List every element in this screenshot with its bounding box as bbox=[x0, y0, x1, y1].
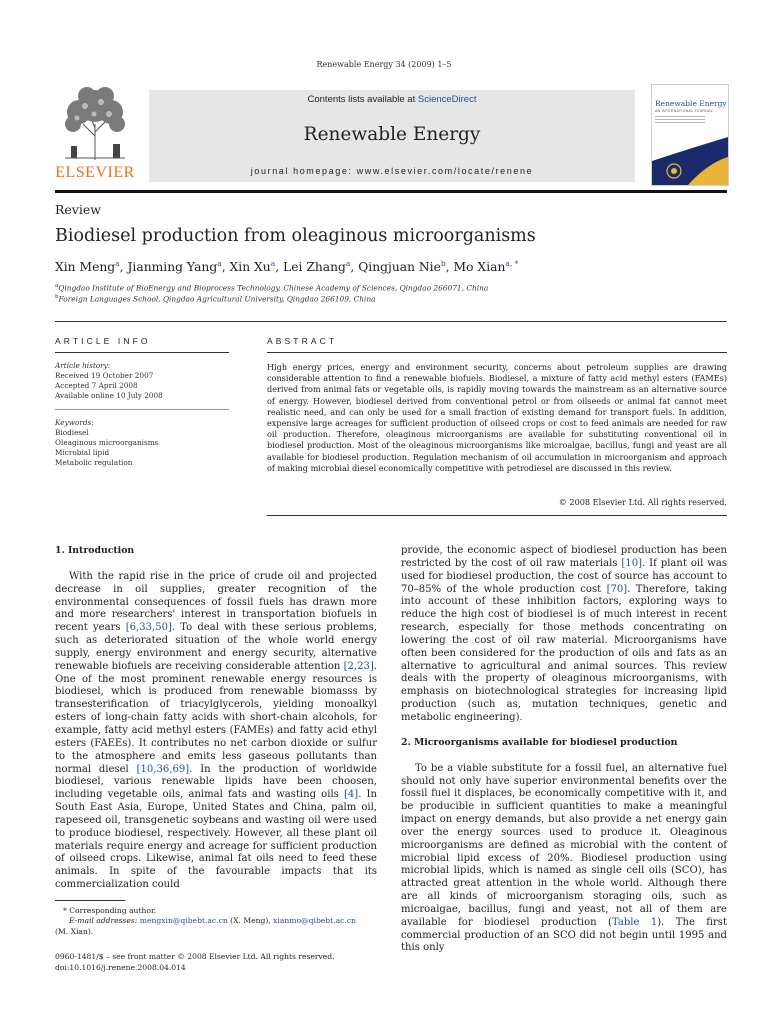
left-column bbox=[55, 545, 377, 892]
author-name[interactable]: Jianming Yang bbox=[127, 260, 218, 275]
affiliation bbox=[55, 294, 376, 303]
affiliation-text: Qingdao Institute of BioEnergy and Bioprocess Technology, Chinese Academy of Sciences, Qingdao 266071, China bbox=[58, 283, 489, 293]
author-separator: , bbox=[445, 260, 454, 275]
author-list bbox=[55, 259, 518, 274]
citation-link[interactable]: [70] bbox=[606, 583, 628, 595]
cover-title: Renewable Energy bbox=[655, 99, 727, 108]
body-text: . One of the most prominent renewable energy resources is biodiesel, which is produced from renewable biomasss by transesterification of triacylglycerols, yielding monoalkyl esters of long-chain fatty acids with short-chain alcohols, for example, fatty acid methyl esters (FAMEs) and fatty acid ethyl esters (FAEEs). It contributes no net carbon dioxide or sulfur to the atmosphere and emits less gaseous pollutants than normal diesel bbox=[55, 660, 377, 775]
author-affiliation-mark[interactable]: a bbox=[115, 259, 120, 268]
section-heading-microorganisms: 2. Microorganisms available for biodiesel production bbox=[401, 736, 678, 748]
article-history-label: Article history: bbox=[55, 361, 111, 370]
citation-link[interactable]: [4] bbox=[343, 789, 359, 801]
author-separator: , bbox=[119, 260, 128, 275]
contents-label: Contents lists available at bbox=[307, 94, 418, 105]
author-affiliation-mark[interactable]: a, * bbox=[505, 259, 519, 268]
abstract-text: High energy prices, energy and environment security, concerns about petroleum supplies are drawing considerable attention to find a renewable biofuels. Biodiesel, a mixture of fatty acid methyl esters (FAMEs) derived from animal fats or vegetable oils, is rapidly moving towards the mainstream as an alternative source of energy. However, biodiesel derived from conventional petrol or from oilseeds or animal fat cannot meet realistic need, and can only be used for a small fraction of existing demand for transport fuels. In addition, expensive large acreages for sufficient production of oilseed crops or cost to feed animals are needed for raw oil production. Therefore, oleaginous microorganisms are available for substituting conventional oil in biodiesel production. Most of the oleaginous microorganisms like microalgae, bacillus, fungi and yeast are all available for biodiesel production. Regulation mechanism of oil accumulation in microorganism and approach of making microbial diesel economically competitive with petrodiesel are discussed in this review. bbox=[267, 362, 727, 473]
keywords-label: Keywords: bbox=[55, 418, 94, 427]
keyword: Microbial lipid bbox=[55, 448, 110, 457]
footnote-rule bbox=[55, 900, 125, 901]
journal-banner bbox=[149, 90, 635, 182]
section-heading-introduction: 1. Introduction bbox=[55, 545, 135, 556]
email-line bbox=[55, 916, 377, 926]
article-info-heading: ARTICLE INFO bbox=[55, 336, 151, 346]
keyword: Biodiesel bbox=[55, 428, 89, 437]
footnote-asterisk: * bbox=[63, 906, 70, 915]
author-separator: , bbox=[221, 260, 230, 275]
citation-link[interactable]: [2,23] bbox=[343, 660, 374, 672]
author-affiliation-mark[interactable]: b bbox=[440, 259, 446, 268]
affiliation-mark: b bbox=[55, 294, 59, 300]
article-info-rule bbox=[55, 352, 229, 353]
affiliation-mark: a bbox=[55, 283, 59, 289]
author-affiliation-mark[interactable]: a bbox=[270, 259, 276, 268]
header-rule bbox=[55, 321, 727, 322]
cover-text-lines bbox=[655, 116, 705, 125]
journal-reference: Renewable Energy 34 (2009) 1–5 bbox=[316, 60, 452, 69]
elsevier-tree-icon bbox=[61, 84, 129, 162]
author-separator: , bbox=[275, 260, 284, 275]
issn-line: 0960-1481/$ – see front matter © 2008 Elsevier Ltd. All rights reserved. bbox=[55, 952, 335, 961]
corresponding-author-note bbox=[55, 906, 377, 916]
body-text: . In South East Asia, Europe, United States and China, palm oil, rapeseed oil, transgenetic soybeans and wasting oil were used to produce biodiesel, respectively. However, all these plant oil materials require energy and acreage for sufficient production of oilseed crops. Likewise, animal fat oils need to feed these animals. In spite of the favourable impacts that its commercialization could bbox=[55, 789, 377, 891]
history-received: Received 19 October 2007 bbox=[55, 371, 154, 380]
cover-subtitle: AN INTERNATIONAL JOURNAL bbox=[655, 109, 713, 113]
author-name[interactable]: Xin Meng bbox=[55, 260, 116, 275]
masthead bbox=[55, 84, 727, 188]
corresponding-author-text: Corresponding author. bbox=[69, 906, 157, 915]
author-separator: , bbox=[350, 260, 359, 275]
masthead-rule bbox=[55, 190, 727, 193]
keywords bbox=[55, 418, 229, 468]
doi-link[interactable]: doi:10.1016/j.renene.2008.04.014 bbox=[55, 963, 186, 972]
elsevier-logo[interactable] bbox=[55, 84, 135, 184]
body-text: . If plant oil was used for biodiesel production, the cost of source has account to 70–85% of the whole production cost bbox=[401, 557, 727, 595]
email-link[interactable]: xianmo@qibebt.ac.cn bbox=[273, 916, 356, 926]
citation-link[interactable]: [10] bbox=[621, 557, 643, 569]
author-name[interactable]: Xin Xu bbox=[229, 260, 271, 275]
body-text: To be a viable substitute for a fossil fuel, an alternative fuel should not only have superior environmental benefits over the fossil fuel it displaces, be economically competitive with it, and be producible in sufficient quantities to make a meaningful impact on energy demands, but also provide a net energy gain over the energy sources used to produce it. Oleaginous microorganisms are defined as microbial with the content of microbial lipid excess of 20%. Biodiesel production using microbial lipids, which is named as single cell oils (SCO), has attracted great attention in the whole world. Although there are all kinds of microorganism storaging oils, such as microalgae, bacillus, fungi and yeast, not all of them are available for biodiesel production ( bbox=[401, 762, 727, 928]
introduction-paragraph-continued bbox=[401, 545, 727, 725]
citation-link[interactable]: [6,33,50] bbox=[125, 622, 172, 634]
affiliation-text: Foreign Languages School, Qingdao Agricultural University, Qingdao 266109, China bbox=[58, 294, 376, 304]
keyword: Oleaginous microorganisms bbox=[55, 438, 159, 447]
article-history bbox=[55, 361, 229, 401]
journal-homepage-link[interactable]: journal homepage: www.elsevier.com/locate/renene bbox=[250, 166, 534, 176]
author-name[interactable]: Lei Zhang bbox=[283, 260, 346, 275]
history-accepted: Accepted 7 April 2008 bbox=[55, 381, 138, 390]
right-column bbox=[401, 545, 727, 955]
body-text: ). The first commercial production of an SCO did not begin until 1995 and this only bbox=[401, 916, 727, 954]
body-text: provide, the economic aspect of biodiesel production has been restricted by the cost of oil raw materials bbox=[401, 545, 727, 569]
cover-artwork bbox=[652, 133, 728, 185]
journal-title: Renewable Energy bbox=[303, 124, 481, 145]
body-text: With the rapid rise in the price of crude oil and projected decrease in oil supplies, greater recognition of the environmental consequences of fossil fuels has drawn more and more researchers' interest in transportation biofuels in recent years bbox=[55, 570, 377, 634]
author-name[interactable]: Mo Xian bbox=[453, 260, 506, 275]
microorganisms-paragraph bbox=[401, 763, 727, 956]
front-matter bbox=[55, 951, 335, 973]
abstract-copyright: © 2008 Elsevier Ltd. All rights reserved. bbox=[558, 497, 727, 507]
citation-link[interactable]: [10,36,69] bbox=[136, 763, 190, 775]
email-label: E-mail addresses: bbox=[69, 916, 140, 926]
email-owner-line: (M. Xian). bbox=[55, 926, 94, 936]
body-text: . In the production of worldwide biodiesel, various renewable lipids have been choosen, including vegetable oils, animal fats and wasting oils bbox=[55, 763, 377, 801]
body-text: . Therefore, taking into account of these inhibition factors, exploring ways to reduce the high cost of biodiesel is of much interest in recent research, especially for those methods concentrating on lowering the cost of oil raw material. Microorganisms have often been considered for the production of oils and fats as an alternative to agricultural and animal sources. This review deals with the property of oleaginous microorganisms, with emphasis on biotechnological strategies for increasing lipid production (such as, mutation techniques, genetic and metabolic engineering). bbox=[401, 583, 728, 723]
email-link[interactable]: mengxin@qibebt.ac.cn bbox=[139, 916, 228, 926]
abstract-rule bbox=[267, 352, 727, 353]
sciencedirect-link[interactable]: ScienceDirect bbox=[417, 94, 477, 105]
author-name[interactable]: Qingjuan Nie bbox=[358, 260, 441, 275]
author-affiliation-mark[interactable]: a bbox=[345, 259, 351, 268]
journal-cover[interactable] bbox=[651, 84, 729, 186]
affiliation bbox=[55, 283, 488, 292]
history-online: Available online 10 July 2008 bbox=[55, 391, 163, 400]
introduction-paragraph bbox=[55, 571, 377, 892]
body-text: . To deal with these serious problems, such as deteriorated situation of the whole world energy supply, energy environment and energy security, alternative renewable biofuels are receiving considerable attention bbox=[55, 622, 377, 672]
abstract-end-rule bbox=[267, 515, 727, 516]
elsevier-wordmark: ELSEVIER bbox=[55, 164, 135, 181]
contents-availability bbox=[149, 94, 635, 105]
article-type: Review bbox=[55, 202, 101, 217]
author-affiliation-mark[interactable]: a bbox=[217, 259, 222, 268]
info-divider bbox=[55, 409, 229, 410]
article-title: Biodiesel production from oleaginous microorganisms bbox=[55, 226, 536, 246]
abstract-heading: ABSTRACT bbox=[267, 336, 338, 346]
keyword: Metabolic regulation bbox=[55, 458, 133, 467]
footnotes bbox=[55, 906, 377, 937]
table-link[interactable]: Table 1 bbox=[611, 916, 658, 928]
email-owner: (X. Meng), bbox=[227, 916, 274, 926]
